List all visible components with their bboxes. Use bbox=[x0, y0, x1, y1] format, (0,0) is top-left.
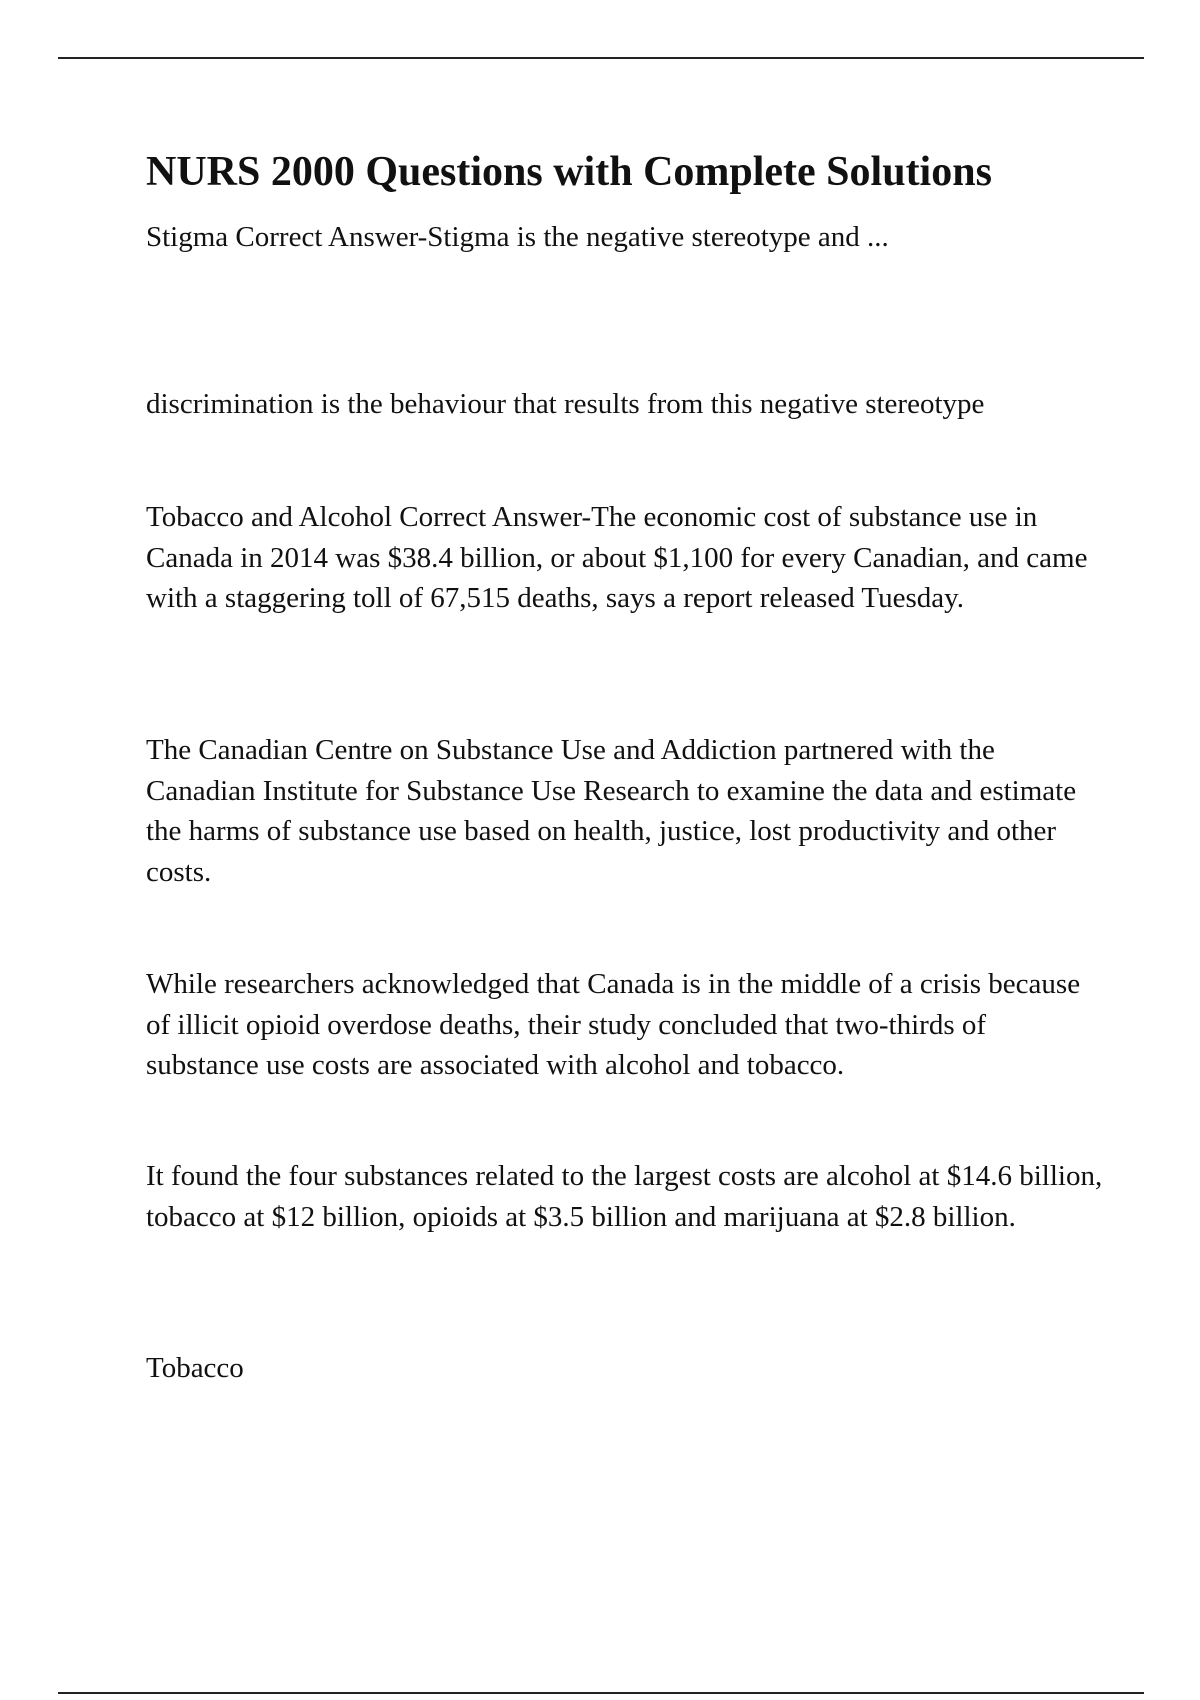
paragraph-canadian-centre: The Canadian Centre on Substance Use and Addiction partnered with the Canadian Institute for Substance Use Research to examine the data and estimate the harms of substance use based on health, justice, lost productivity and other costs. bbox=[146, 734, 1077, 888]
paragraph-four-substances: It found the four substances related to the largest costs are alcohol at $14.6 billion, tobacco at $12 billion, opioids at $3.5 billion and marijuana at $2.8 billion. bbox=[146, 1160, 1103, 1233]
header-divider bbox=[58, 57, 1144, 59]
paragraph-tobacco-heading: Tobacco bbox=[146, 1352, 244, 1384]
paragraph-tobacco-alcohol: Tobacco and Alcohol Correct Answer-The economic cost of substance use in Canada in 2014 was $38.4 billion, or about $1,100 for every Canadian, and came with a staggering toll of 67,515 deaths, says a report released Tuesday. bbox=[146, 501, 1088, 614]
paragraph-discrimination: discrimination is the behaviour that results from this negative stereotype bbox=[146, 388, 985, 420]
document-title: NURS 2000 Questions with Complete Solutions bbox=[146, 149, 992, 195]
paragraph-stigma-intro: Stigma Correct Answer-Stigma is the negative stereotype and ... bbox=[146, 221, 889, 253]
footer-divider bbox=[58, 1692, 1144, 1694]
paragraph-researchers-crisis: While researchers acknowledged that Canada is in the middle of a crisis because of illicit opioid overdose deaths, their study concluded that two-thirds of substance use costs are associated with alcohol and tobacco. bbox=[146, 968, 1081, 1081]
